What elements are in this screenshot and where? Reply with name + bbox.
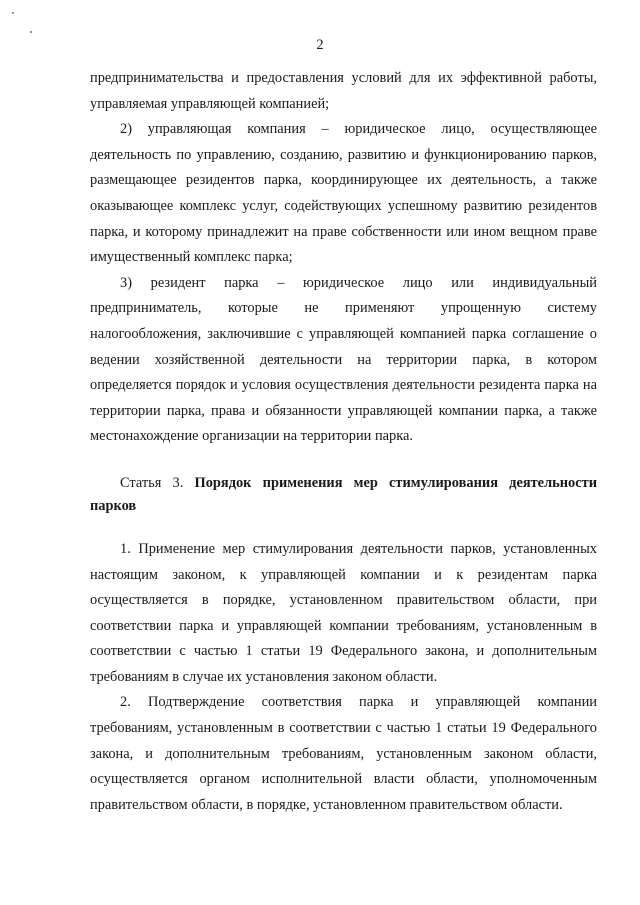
article-label: Статья 3.	[120, 474, 184, 491]
definition-management-company: 2) управляющая компания – юридическое лицо, осуществляющее деятельность по управлению, созданию, развитию и функционированию парков, размещающее резидентов парка, координирующее их деятельность, а также оказывающее комплекс услуг, содействующих успешному развитию резидентов парка, и которому принадлежит на праве собственности или ином вещном праве имущественный комплекс парка;	[90, 121, 597, 266]
definition-park-resident: 3) резидент парка – юридическое лицо или индивидуальный предприниматель, которые не применяют упрощенную систему налогообложения, заключившие с управляющей компанией парка соглашение о ведении хозяйственной деятельности на территории парка, в котором определяется порядок и условия осуществления деятельности резидента парка на территории парка, права и обязанности управляющей компании парка, а также местонахождение организации на территории парка.	[90, 274, 597, 445]
article-title: Порядок применения мер стимулирования деятельности парков	[90, 474, 597, 514]
page-number: 2	[316, 37, 324, 53]
paragraph-continuation: предпринимательства и предоставления условий для их эффективной работы, управляемая управляющей компанией;	[90, 70, 597, 112]
clause-1: 1. Применение мер стимулирования деятельности парков, установленных настоящим законом, к управляющей компании и к резидентам парка осуществляется в порядке, установленном правительством области, при соответствии парка и управляющей компании требованиям, установленным в соответствии с частью 1 статьи 19 Федерального закона, и дополнительным требованиям в случае их установления законом области.	[90, 540, 597, 685]
article-heading	[90, 472, 597, 518]
document-body	[90, 66, 597, 818]
scan-speck	[12, 12, 14, 14]
scan-speck	[30, 31, 32, 33]
clause-2: 2. Подтверждение соответствия парка и управляющей компании требованиям, установленным в соответствии с частью 1 статьи 19 Федерального закона, и дополнительным требованиям, установленным законом области, осуществляется органом исполнительной власти области, уполномоченным правительством области, в порядке, установленном правительством области.	[90, 694, 597, 813]
